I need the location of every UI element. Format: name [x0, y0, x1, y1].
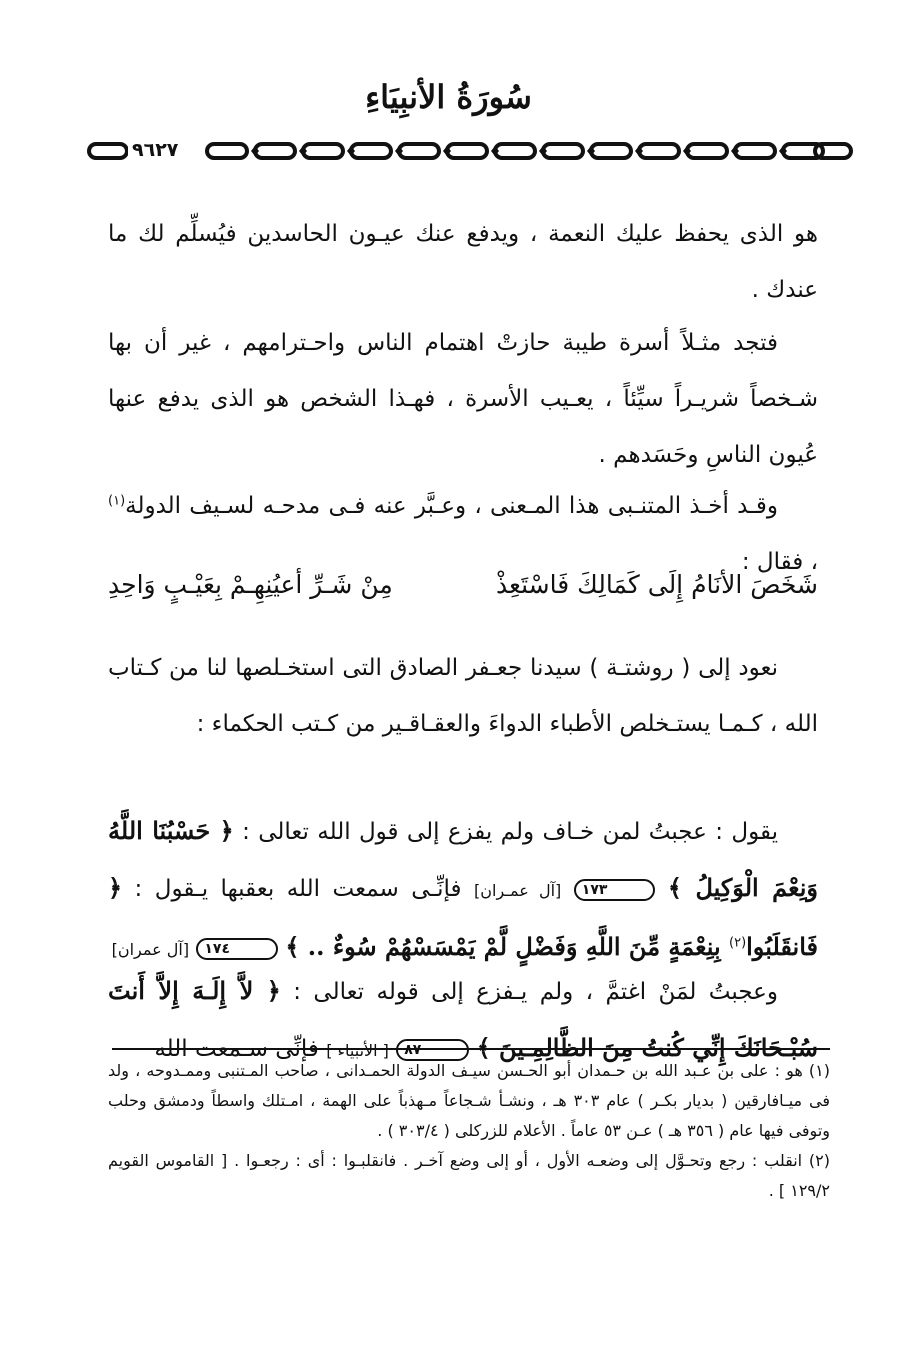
ayah-number-2: ١٧٤	[196, 938, 278, 960]
quran-verse-3: ﴿ لاَّ إِلَـهَ إِلاَّ أَنتَ سُبْـحَانَكَ إِنِّي كُنتُ مِنَ الظَّالِمِـينَ ﴾	[108, 976, 818, 1062]
footnote-1: (١) هو : على بن عـبد الله بن حـمدان أبو الحـسن سيـف الدولة الحمـدانى ، صاحب المـتنبى وممـدوحه ، ولد فى ميـافارقين ( بديار بكـر ) عام ٣٠٣ هـ ، ونشـأ شـجاعاً مـهذباً على الهمة ، امـتلك واسطاً ودمشق وحلب وتوفى فيها عام ( ٣٥٦ هـ ) عـن ٥٣ عاماً . الأعلام للزركلى ( ٣٠٣/٤ ) .	[108, 1061, 830, 1140]
quran-verse-1: ﴿ حَسْبُنَا اللَّهُ وَنِعْمَ الْوَكِيلُ ﴾	[108, 816, 819, 902]
poem-first-hemistich: شَخَصَ الأنَامُ إِلَى كَمَالِكَ فَاسْتَعِذْ	[495, 570, 818, 599]
footnote-ref-1: (١)	[108, 493, 126, 509]
quran-verse-2a: ﴿ فَانقَلَبُوا	[108, 873, 818, 961]
surah-reference-1: [آل عمـران]	[474, 881, 562, 900]
paragraph-5-mid: فإنِّـى سمعت الله بعقبها يـقول :	[122, 876, 474, 902]
paragraph-3-text: وقـد أخـذ المتنـبى هذا المـعنى ، وعـبَّر عنه فـى مدحـه لسـيف الدولة	[125, 493, 778, 519]
paragraph-6-intro: وعجبتُ لمَنْ اغتمَّ ، ولم يـفزع إلى قوله تعالى :	[280, 979, 778, 1005]
paragraph-6-end: فإنِّى سـمعت الله	[154, 1036, 327, 1062]
surah-reference-3: [ الأنبياء ]	[326, 1041, 389, 1060]
paragraph-4: نعود إلى ( روشتـة ) سيدنا جعـفر الصادق التى استخـلصها لنا من كـتاب الله ، كـمـا يستـخلص الأطباء الدواءَ والعقـاقـير من كـتب الحكماء :	[108, 655, 818, 737]
ayah-number-1: ١٧٣	[574, 879, 656, 901]
footnote-ref-2: (٢)	[729, 935, 747, 951]
paragraph-2: فتجد مثـلاً أسرة طيبة حازتْ اهتمام الناس واحـترامهم ، غير أن بها شـخصاً شريـراً سيِّئاً ، يعـيب الأسرة ، فهـذا الشخص هو الذى يدفع عنها عُيون الناسِ وحَسَدهم .	[108, 330, 818, 468]
footnote-2: (٢) انقلب : رجع وتحـوَّل إلى وضعـه الأول ، أو إلى وضع آخـر . فانقلبـوا : أى : رجعـوا . [ القاموس القويم ١٢٩/٢ ] .	[108, 1151, 830, 1200]
paragraph-1: هو الذى يحفظ عليك النعمة ، ويدفع عنك عيـون الحاسدين فيُسلِّم لك ما عندك .	[108, 221, 818, 303]
ayah-number-3: ٨٧	[396, 1039, 469, 1061]
paragraph-5	[108, 803, 818, 978]
surah-reference-2: [آل عمران]	[111, 940, 190, 959]
paragraph-5-intro: يقول : عجبتُ لمن خـاف ولم يفزع إلى قول الله تعالى :	[233, 819, 778, 845]
footnotes	[108, 1056, 830, 1206]
ornamental-border	[85, 138, 855, 164]
page-number: ٩٦٢٧	[128, 139, 182, 161]
footnote-divider	[112, 1048, 830, 1050]
paragraph-3-end: ، فقال :	[741, 549, 818, 575]
surah-title: سُورَةُ الأنبِيَاءِ	[365, 78, 532, 116]
quran-verse-2b: بِنِعْمَةٍ مِّنَ اللَّهِ وَفَضْلٍ لَّمْ يَمْسَسْهُمْ سُوءٌ .. ﴾	[285, 932, 729, 961]
poem-second-hemistich: مِنْ شَـرِّ أعيُنِهِـمْ بِعَيْـبٍ وَاحِدِ	[108, 570, 393, 599]
